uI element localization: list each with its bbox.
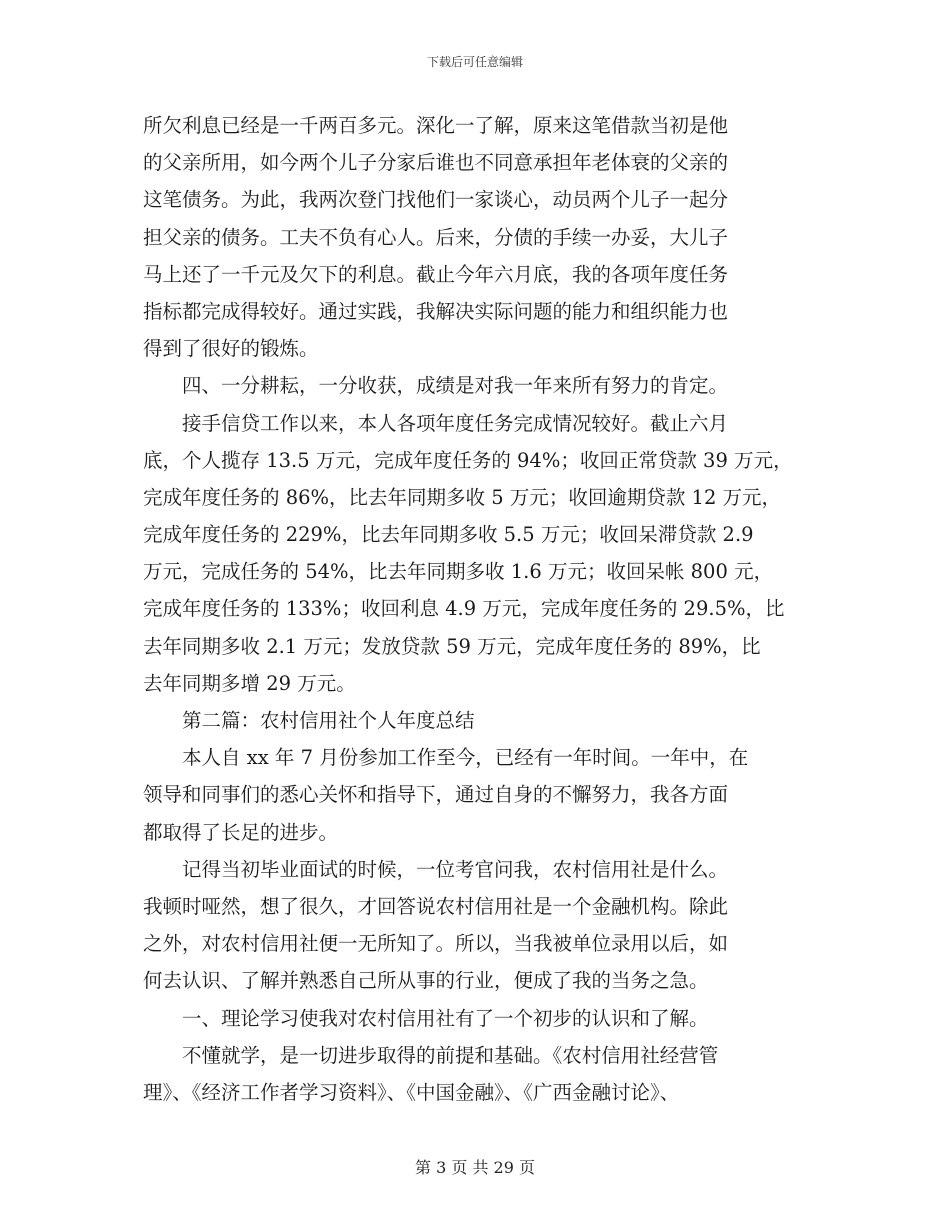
text-line: 领导和同事们的悉心关怀和指导下，通过自身的不懈努力，我各方面 <box>143 783 729 807</box>
text-line: 这笔债务。为此，我两次登门找他们一家谈心，动员两个儿子一起分 <box>143 188 729 212</box>
text-line: 何去认识、了解并熟悉自己所从事的行业，便成了我的当务之急。 <box>143 969 709 993</box>
text-line: 完成年度任务的 229%，比去年同期多收 5.5 万元；收回呆滞贷款 2.9 <box>143 523 754 547</box>
text-line: 担父亲的债务。工夫不负有心人。后来，分债的手续一办妥，大儿子 <box>143 225 729 249</box>
text-line: 得到了很好的锻炼。 <box>143 337 319 361</box>
section-heading: 四、一分耕耘，一分收获，成绩是对我一年来所有努力的肯定。 <box>182 374 729 398</box>
text-line: 我顿时哑然，想了很久，才回答说农村信用社是一个金融机构。除此 <box>143 894 729 918</box>
text-line: 马上还了一千元及欠下的利息。截止今年六月底，我的各项年度任务 <box>143 262 729 286</box>
text-line: 理》、《经济工作者学习资料》、《中国金融》、《广西金融讨论》、 <box>143 1080 680 1104</box>
article-title: 第二篇：农村信用社个人年度总结 <box>182 709 475 732</box>
text-line: 所欠利息已经是一千两百多元。深化一了解，原来这笔借款当初是他 <box>143 114 729 137</box>
text-line: 指标都完成得较好。通过实践，我解决实际问题的能力和组织能力也 <box>143 299 729 323</box>
text-line: 记得当初毕业面试的时候，一位考官问我，农村信用社是什么。 <box>182 857 729 881</box>
text-line: 去年同期多收 2.1 万元；发放贷款 59 万元，完成年度任务的 89%，比 <box>143 634 761 658</box>
text-line: 万元，完成任务的 54%，比去年同期多收 1.6 万元；收回呆帐 800 元， <box>143 560 774 584</box>
text-line: 都取得了长足的进步。 <box>143 820 339 844</box>
text-line: 底，个人揽存 13.5 万元，完成年度任务的 94%；收回正常贷款 39 万元， <box>143 448 793 472</box>
document-body <box>143 107 815 1111</box>
text-line: 接手信贷工作以来，本人各项年度任务完成情况较好。截止六月 <box>182 411 729 435</box>
text-line: 完成年度任务的 133%；收回利息 4.9 万元，完成年度任务的 29.5%，比 <box>143 597 785 621</box>
text-line: 之外，对农村信用社便一无所知了。所以，当我被单位录用以后，如 <box>143 932 729 956</box>
section-heading: 一、理论学习使我对农村信用社有了一个初步的认识和了解。 <box>182 1006 709 1030</box>
text-line: 的父亲所用，如今两个儿子分家后谁也不同意承担年老体衰的父亲的 <box>143 151 729 175</box>
text-line: 本人自 xx 年 7 月份参加工作至今，已经有一年时间。一年中，在 <box>182 746 749 770</box>
text-line: 完成年度任务的 86%，比去年同期多收 5 万元；收回逾期贷款 12 万元， <box>143 485 782 509</box>
text-line: 不懂就学，是一切进步取得的前提和基础。《农村信用社经营管 <box>182 1043 719 1067</box>
text-line: 去年同期多增 29 万元。 <box>143 671 356 695</box>
page-header: 下载后可任意编辑 <box>426 55 523 69</box>
page-footer: 第 3 页 共 29 页 <box>415 1158 535 1177</box>
